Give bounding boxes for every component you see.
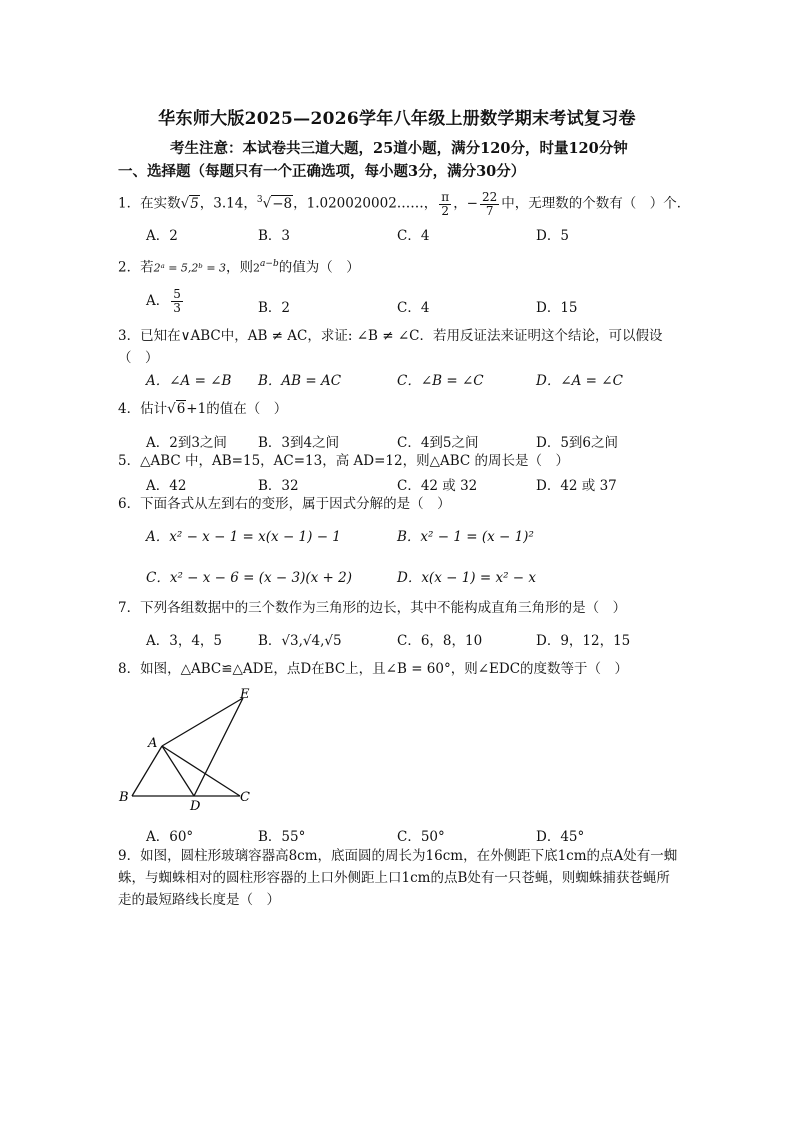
exam-notice: 考生注意：本试卷共三道大题，25道小题，满分120分，时量120分钟	[170, 140, 628, 157]
q3-option-b[interactable]: B．AB = AC	[258, 373, 342, 389]
q2-option-a-fraction: $\frac{5}{3}$	[173, 287, 181, 315]
q6-option-a[interactable]: A．x² − x − 1 = x(x − 1) − 1	[146, 529, 341, 545]
q2-expr-exponent: a−b	[260, 259, 279, 269]
question-4: 4．估计√6+1的值在（ ）	[118, 401, 288, 417]
label-d: D	[190, 799, 201, 814]
q1-fraction-22-7: $\frac{22}{7}$	[482, 189, 498, 218]
question-5: 5．△ABC 中，AB=15，AC=13，高 AD=12，则△ABC 的周长是（ ）	[118, 453, 570, 469]
q2-option-a[interactable]: A． $\frac{5}{3}$	[146, 287, 181, 315]
segment-ab	[132, 746, 162, 796]
q8-triangle-figure	[112, 684, 272, 814]
q1-cbrt-index: 3	[256, 195, 263, 205]
question-8: 8．如图，△ABC≌△ADE，点D在BC上，且∠B = 60°，则∠EDC的度数等于（ ）	[118, 661, 629, 677]
q5-option-d[interactable]: D．42 或 37	[536, 478, 617, 494]
q6-option-c[interactable]: C．x² − x − 6 = (x − 3)(x + 2)	[146, 570, 353, 586]
q1-text-mid3: ，−	[453, 195, 478, 212]
q1-option-d[interactable]: D．5	[536, 228, 569, 244]
q7-option-a[interactable]: A．3，4，5	[146, 633, 223, 649]
page-title: 华东师大版2025—2026学年八年级上册数学期末考试复习卷	[158, 109, 636, 129]
q4-option-a[interactable]: A．2到3之间	[146, 435, 227, 451]
q4-option-d[interactable]: D．5到6之间	[536, 435, 619, 451]
q4-text-post: +1的值在（ ）	[186, 401, 288, 417]
q8-option-b[interactable]: B．55°	[258, 829, 306, 845]
q7-option-d[interactable]: D．9，12，15	[536, 633, 631, 649]
q8-option-a[interactable]: A．60°	[146, 829, 194, 845]
q6-option-b[interactable]: B．x² − 1 = (x − 1)²	[397, 529, 534, 545]
segment-ac	[162, 746, 240, 796]
question-7: 7．下列各组数据中的三个数作为三角形的边长，其中不能构成直角三角形的是（ ）	[118, 600, 627, 616]
q5-option-a[interactable]: A．42	[146, 478, 187, 494]
question-9: 9．如图，圆柱形玻璃容器高8cm，底面圆的周长为16cm，在外侧距下底1cm的点A处有一蜘蛛，与蜘蛛相对的圆柱形容器的上口外侧距上口1cm的点B处有一只苍蝇，则蜘蛛捕获苍蝇所走的最短路线长度是（ ）	[118, 848, 678, 908]
q1-text-post: 中，无理数的个数有（ ）个．	[501, 195, 691, 212]
q3-option-c[interactable]: C．∠B = ∠C	[397, 373, 484, 389]
q7-option-b[interactable]: B．√3,√4,√5	[258, 633, 342, 649]
q4-sqrt: 6	[176, 401, 186, 417]
q1-cbrt-arg: −8	[272, 195, 293, 212]
q2-option-b[interactable]: B．2	[258, 300, 291, 316]
q3-option-a[interactable]: A．∠A = ∠B	[146, 373, 232, 389]
q1-fraction-pi: $\frac{\pi}{2}$	[441, 189, 450, 218]
q7-option-c[interactable]: C．6，8，10	[397, 633, 483, 649]
q5-option-c[interactable]: C．42 或 32	[397, 478, 478, 494]
question-3-line2: （ ）	[118, 350, 159, 366]
question-3: 3．已知在∨ABC中，AB ≠ AC，求证: ∠B ≠ ∠C．若用反证法来证明这个结论，可以假设	[118, 328, 663, 344]
section-heading: 一、选择题（每题只有一个正确选项，每小题3分，满分30分）	[118, 163, 526, 180]
q4-option-c[interactable]: C．4到5之间	[397, 435, 479, 451]
q2-condition: 2ᵃ = 5,2ᵇ = 3	[153, 261, 227, 275]
label-a: A	[148, 736, 158, 751]
q8-option-c[interactable]: C．50°	[397, 829, 445, 845]
q2-text-pre: 2．若	[118, 259, 154, 276]
q2-expr-base: 2	[253, 261, 261, 275]
q2-text-mid: ，则	[226, 259, 254, 276]
q1-text-mid2: ，1.020020002……，	[293, 195, 438, 212]
label-b: B	[119, 790, 129, 805]
question-2	[118, 253, 360, 280]
segment-ad	[162, 746, 194, 796]
question-1: 1．在实数√5，3.14，$^3$√−8，1.020020002……， $\frac{\pi}{2}$ ，− $\frac{22}{7}$ 中，无理数的个数有（ ）个．	[118, 189, 691, 218]
q3-option-d[interactable]: D．∠A = ∠C	[536, 373, 623, 389]
label-e: E	[240, 687, 250, 702]
q1-option-c[interactable]: C．4	[397, 228, 430, 244]
q2-option-d[interactable]: D．15	[536, 300, 578, 316]
question-6: 6．下面各式从左到右的变形，属于因式分解的是（ ）	[118, 496, 451, 512]
q4-text-pre: 4．估计	[118, 401, 168, 417]
q1-text-pre: 1．在实数	[118, 195, 181, 212]
q8-option-d[interactable]: D．45°	[536, 829, 585, 845]
q1-option-b[interactable]: B．3	[258, 228, 291, 244]
q5-option-b[interactable]: B．32	[258, 478, 299, 494]
q6-option-d[interactable]: D．x(x − 1) = x² − x	[397, 570, 536, 586]
q1-option-a[interactable]: A．2	[146, 228, 178, 244]
q2-option-c[interactable]: C．4	[397, 300, 430, 316]
q1-sqrt: 5	[190, 195, 199, 212]
label-c: C	[240, 790, 250, 805]
q1-text-mid: ，3.14，	[199, 195, 257, 212]
q2-text-post: 的值为（ ）	[278, 259, 360, 276]
q4-option-b[interactable]: B．3到4之间	[258, 435, 340, 451]
